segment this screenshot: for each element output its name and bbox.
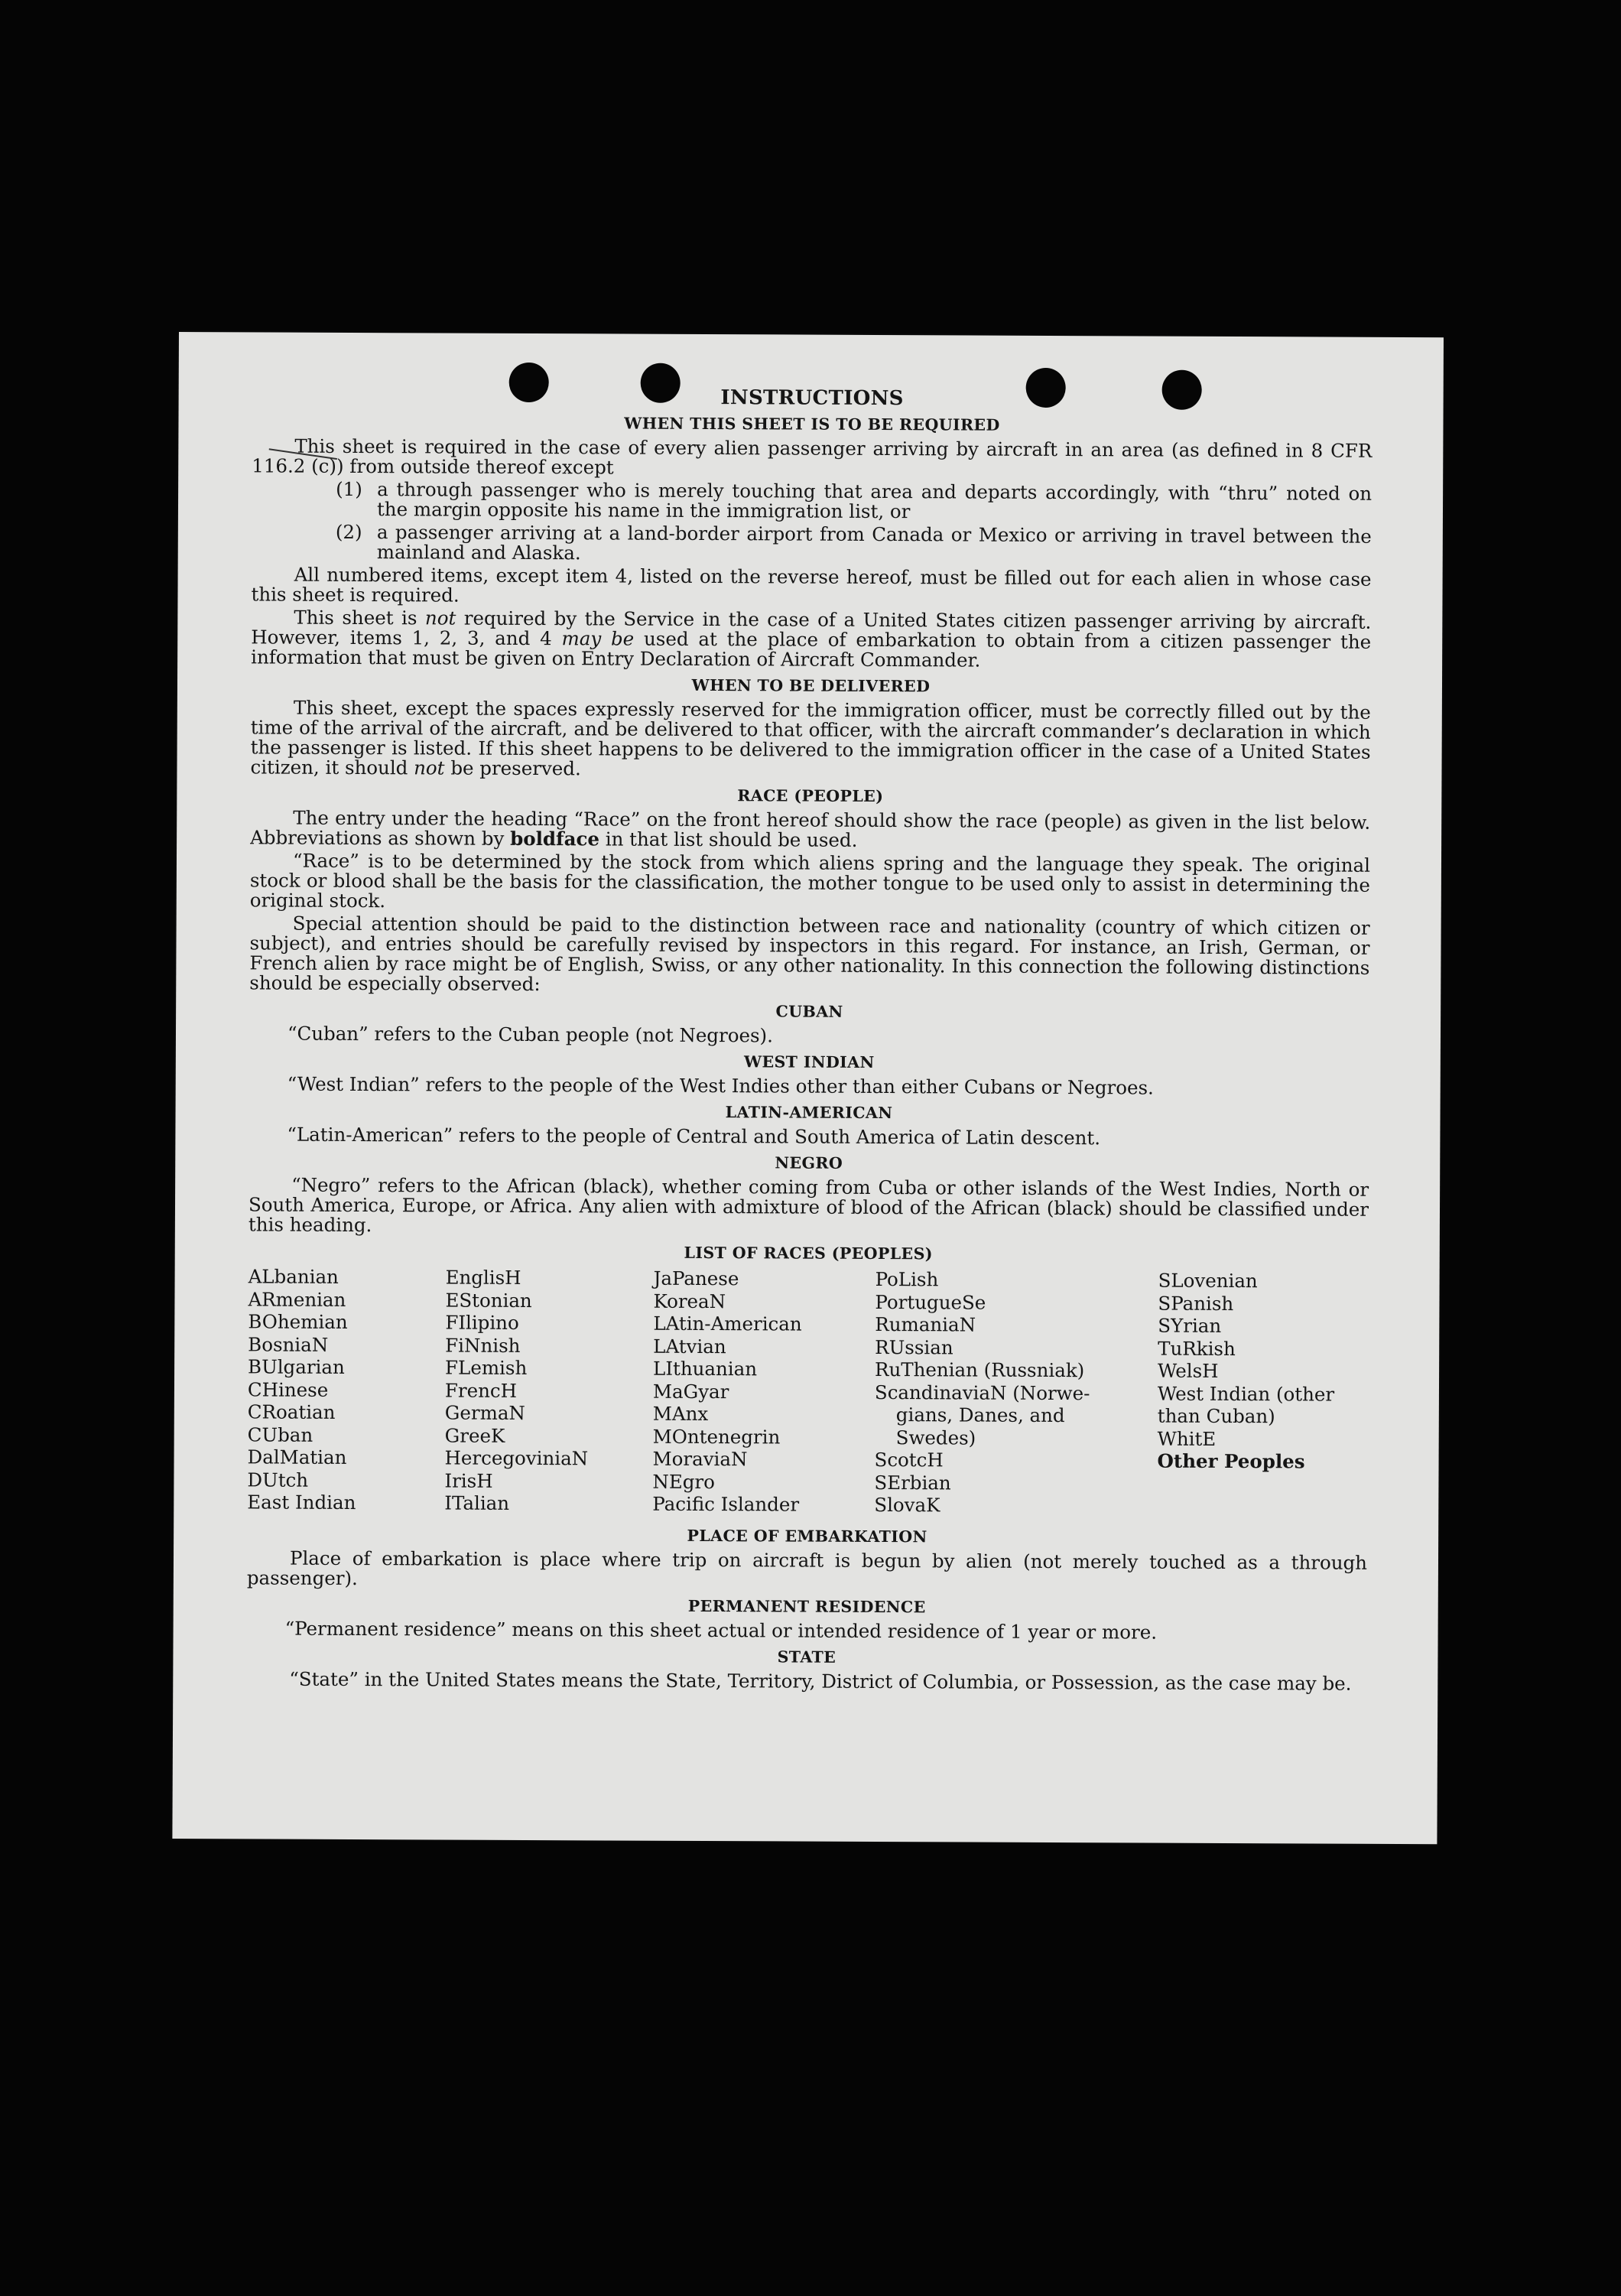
document-title: INSTRUCTIONS [720, 386, 904, 411]
section-heading-latin-american: LATIN-AMERICAN [725, 1103, 893, 1123]
text-run: This sheet, except the spaces expressly reserved for the immigration officer, must be correctly filled out by the time of the arrival of the aircraft, and be delivered to that officer, with the aircraft commander’s declaration in which the passenger is listed. If this sheet happens to be delivered to the immigration officer in the case of a United States citizen, it should [250, 696, 1371, 779]
race-entry: LAtin-American [653, 1312, 802, 1335]
paragraph: “Cuban” refers to the Cuban people (not Negroes). [287, 1022, 773, 1047]
paragraph [250, 698, 1370, 782]
section-heading-race: RACE (PEOPLE) [737, 786, 884, 806]
item-text: a passenger arriving at a land-border airport from Canada or Mexico or arriving in travel between the mainland and Alaska. [376, 521, 1372, 564]
paragraph: “Negro” refers to the African (black), whether coming from Cuba or other islands of the West Indies, North or South America, Europe, or Africa. Any alien with admixture of blood of the African (black) should be classified under this heading. [248, 1173, 1369, 1237]
text-run: in that list should be used. [599, 828, 858, 851]
section-heading-when-required: WHEN THIS SHEET IS TO BE REQUIRED [624, 414, 1000, 434]
race-entry: Pacific Islander [652, 1492, 800, 1516]
race-entry: LAtvian [653, 1335, 726, 1358]
race-entry: ITalian [444, 1491, 510, 1514]
paragraph: “Permanent residence” means on this sheet actual or intended residence of 1 year or more. [284, 1617, 1158, 1644]
paragraph: “Latin-American” refers to the people of Central and South America of Latin descent. [287, 1123, 1101, 1150]
section-heading-list-of-races: LIST OF RACES (PEOPLES) [684, 1243, 933, 1263]
race-column [247, 1265, 356, 1514]
race-entry: gians, Danes, and [895, 1403, 1065, 1427]
list-item [336, 522, 1372, 567]
text-run: used at the place of embarkation to obtain from a citizen passenger the information that must be given on Entry Declaration of Aircraft Commander. [251, 627, 1372, 672]
section-heading-cuban: CUBAN [775, 1002, 843, 1021]
section-heading-when-delivered: WHEN TO BE DELIVERED [691, 675, 931, 696]
race-entry: KoreaN [653, 1289, 726, 1312]
race-entry: West Indian (other [1157, 1382, 1335, 1406]
race-entry: Other Peoples [1157, 1449, 1305, 1473]
race-entry: than Cuban) [1157, 1404, 1275, 1428]
paragraph: “State” in the United States means the State, Territory, District of Columbia, or Possession, as the case may be. [289, 1667, 1352, 1695]
race-entry: East Indian [247, 1491, 356, 1514]
race-entry: BosniaN [248, 1332, 329, 1356]
paragraph: “West Indian” refers to the people of the West Indies other than either Cubans or Negroes. [287, 1072, 1154, 1099]
race-entry: IrisH [444, 1469, 493, 1492]
italic-run: not [424, 607, 456, 629]
race-entry: CHinese [247, 1377, 329, 1401]
race-entry: HercegoviniaN [444, 1446, 589, 1470]
race-entry: DalMatian [247, 1446, 347, 1468]
section-heading-residence: PERMANENT RESIDENCE [687, 1596, 926, 1617]
race-entry: FrencH [444, 1379, 518, 1402]
race-entry: ScotcH [874, 1448, 944, 1472]
text-run: required by the Service in the case of a United States citizen passenger arriving by aircraft. However, items 1, 2, 3, and 4 [251, 607, 1372, 650]
race-entry: SLovenian [1158, 1269, 1258, 1293]
race-entry: ALbanian [248, 1265, 339, 1288]
race-entry: ARmenian [248, 1287, 346, 1311]
race-entry: RUssian [875, 1335, 953, 1358]
text-run: This sheet is [294, 606, 426, 629]
race-entry: Swedes) [895, 1426, 976, 1449]
race-column [1158, 1270, 1335, 1474]
paragraph: Special attention should be paid to the distinction between race and nationality (country of which citizen or subject), and entries should be carefully revised by inspectors in this regard. For instance, an Irish, German, or French alien by race might be of English, Swiss, or any other nationality. In this connection the following distinctions should be especially observed: [249, 912, 1370, 996]
race-entry: MaGyar [652, 1380, 729, 1403]
paragraph: This sheet is required in the case of every alien passenger arriving by aircraft in an area (as defined in 8 CFR 116.2 (c)) from outside thereof except [252, 434, 1372, 479]
race-entry: CRoatian [247, 1400, 336, 1423]
race-entry: SErbian [874, 1471, 951, 1494]
race-entry: ScandinaviaN (Norwe- [874, 1381, 1090, 1404]
instruction-sheet [172, 332, 1444, 1844]
race-list [247, 1265, 1368, 1522]
race-entry: JaPanese [653, 1267, 739, 1290]
race-entry: SPanish [1158, 1292, 1234, 1315]
race-entry: RuThenian (Russniak) [875, 1358, 1085, 1382]
race-entry: PortugueSe [875, 1290, 986, 1314]
paragraph: All numbered items, except item 4, listed on the reverse hereof, must be filled out for each alien in whose case this sheet is required. [251, 563, 1372, 607]
paragraph: Place of embarkation is place where trip on aircraft is begun by alien (not merely touched as a through passenger). [246, 1546, 1368, 1590]
race-entry: TuRkish [1158, 1337, 1236, 1360]
item-text: a through passenger who is merely touching that area and departs accordingly, with “thru” noted on the margin opposite his name in the immigration list, or [376, 478, 1372, 523]
race-entry: GreeK [444, 1424, 505, 1447]
section-heading-embarkation: PLACE OF EMBARKATION [687, 1526, 927, 1546]
race-entry: FLemish [445, 1356, 528, 1379]
bold-run: boldface [510, 827, 600, 850]
race-entry: CUban [247, 1423, 313, 1446]
italic-run: may be [561, 627, 635, 650]
document-body [246, 385, 1372, 1696]
race-entry: MoraviaN [652, 1447, 748, 1471]
paragraph: “Race” is to be determined by the stock from which aliens spring and the language they speak. The original stock or blood shall be the basis for the classification, the mother tongue to be used only to assist in determining the original stock. [249, 849, 1371, 912]
race-entry: LIthuanian [653, 1357, 758, 1381]
race-entry: WelsH [1158, 1359, 1219, 1382]
race-column [444, 1267, 589, 1515]
race-entry: BOhemian [248, 1310, 348, 1333]
race-entry: GermaN [444, 1401, 525, 1424]
race-column [652, 1267, 802, 1516]
italic-run: not [414, 756, 445, 779]
race-entry: EnglisH [445, 1266, 521, 1289]
paragraph [250, 808, 1370, 852]
race-entry: PoLish [875, 1267, 939, 1291]
race-entry: MOntenegrin [652, 1425, 781, 1448]
text-run: The entry under the heading “Race” on the front hereof should show the race (people) as given in the list below. Abbreviations as shown by [250, 806, 1371, 850]
race-entry: SYrian [1158, 1314, 1222, 1337]
text-run: be preserved. [444, 756, 581, 780]
race-entry: MAnx [652, 1402, 709, 1426]
race-entry: BUlgarian [248, 1355, 345, 1378]
section-heading-state: STATE [777, 1647, 836, 1667]
race-column [874, 1268, 1090, 1517]
list-item [336, 477, 1372, 524]
item-number: (1) [336, 477, 362, 501]
race-entry: FiNnish [445, 1334, 521, 1357]
race-entry: NEgro [652, 1470, 715, 1493]
section-heading-west-indian: WEST INDIAN [743, 1052, 875, 1072]
paragraph [251, 607, 1371, 672]
race-entry: SlovaK [874, 1493, 940, 1517]
race-entry: WhitE [1157, 1427, 1217, 1450]
race-entry: EStonian [445, 1289, 532, 1312]
section-heading-negro: NEGRO [775, 1153, 843, 1172]
race-entry: FIlipino [445, 1311, 519, 1334]
race-entry: RumaniaN [875, 1312, 976, 1336]
race-entry: DUtch [247, 1468, 309, 1491]
item-number: (2) [335, 520, 362, 544]
